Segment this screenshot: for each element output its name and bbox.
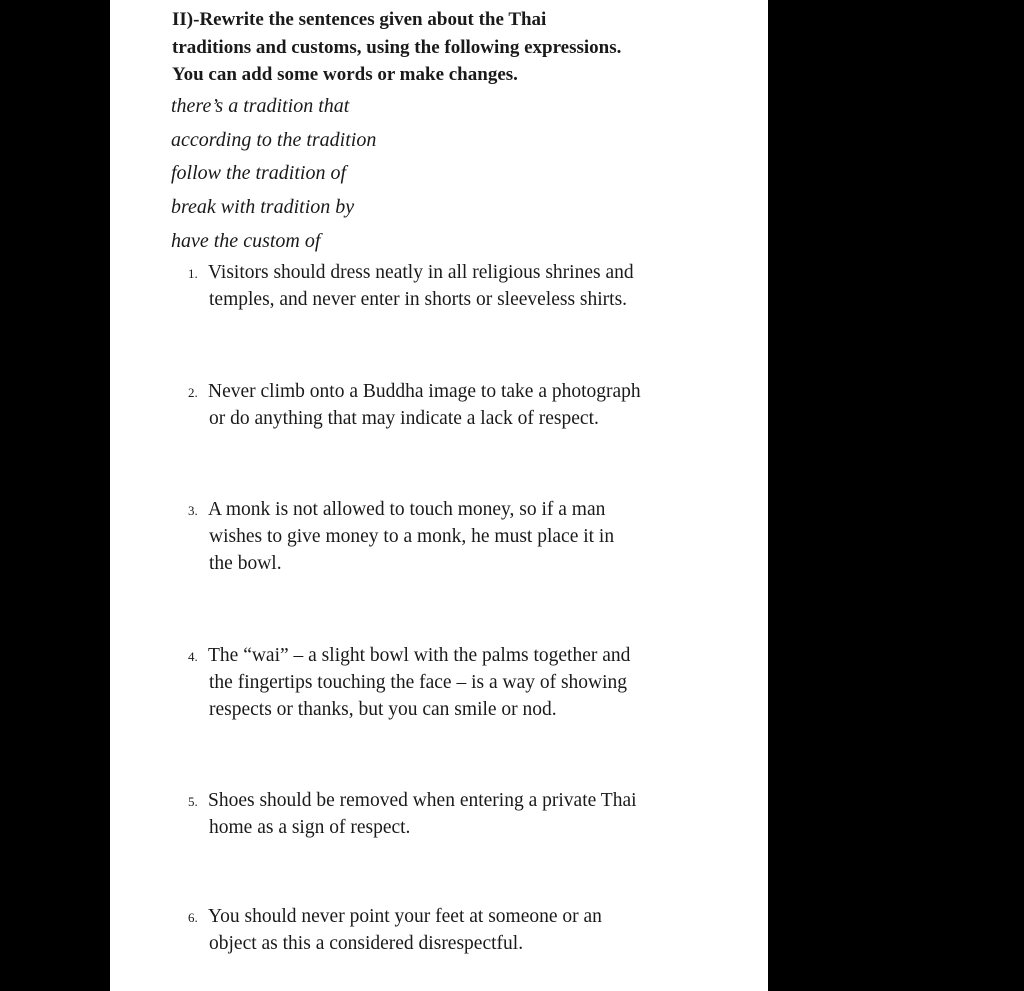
sentence-line: Visitors should dress neatly in all religious shrines and	[208, 262, 634, 283]
sentence-line: wishes to give money to a monk, he must place it in	[209, 526, 615, 547]
instruction-line: II)-Rewrite the sentences given about the Thai	[172, 9, 547, 30]
sentence-line: temples, and never enter in shorts or sleeveless shirts.	[209, 289, 628, 310]
worksheet-page	[110, 0, 768, 991]
sentence-line: object as this a considered disrespectful.	[209, 933, 524, 954]
sentence-line: the fingertips touching the face – is a way of showing	[209, 672, 628, 693]
sentence-item-4	[188, 642, 758, 723]
sentence-line: or do anything that may indicate a lack of respect.	[209, 408, 599, 429]
item-number: 1.	[188, 266, 198, 281]
exercise-instructions	[172, 6, 752, 89]
expression-item: there’s a tradition that	[171, 95, 350, 117]
sentence-line: Never climb onto a Buddha image to take a photograph	[208, 381, 641, 402]
sentence-line: You should never point your feet at someone or an	[208, 906, 602, 927]
item-number: 3.	[188, 503, 198, 518]
sentence-item-1	[188, 259, 758, 313]
sentence-item-3	[188, 496, 758, 577]
expression-item: have the custom of	[171, 230, 321, 252]
sentence-line: home as a sign of respect.	[209, 817, 411, 838]
item-number: 2.	[188, 385, 198, 400]
sentence-line: respects or thanks, but you can smile or nod.	[209, 699, 557, 720]
instruction-line: traditions and customs, using the following expressions.	[172, 36, 622, 58]
expression-item: follow the tradition of	[171, 162, 347, 184]
item-number: 6.	[188, 910, 198, 925]
sentence-item-6	[188, 903, 758, 957]
expression-item: according to the tradition	[171, 129, 377, 151]
sentence-line: The “wai” – a slight bowl with the palms together and	[208, 645, 631, 666]
sentence-line: the bowl.	[209, 553, 282, 574]
expression-item: break with tradition by	[171, 196, 355, 218]
sentence-item-2	[188, 378, 758, 432]
item-number: 4.	[188, 649, 198, 664]
item-number: 5.	[188, 794, 198, 809]
sentence-item-5	[188, 787, 758, 841]
instruction-line: You can add some words or make changes.	[172, 64, 518, 85]
sentence-line: A monk is not allowed to touch money, so if a man	[208, 499, 606, 520]
sentence-line: Shoes should be removed when entering a private Thai	[208, 790, 637, 811]
